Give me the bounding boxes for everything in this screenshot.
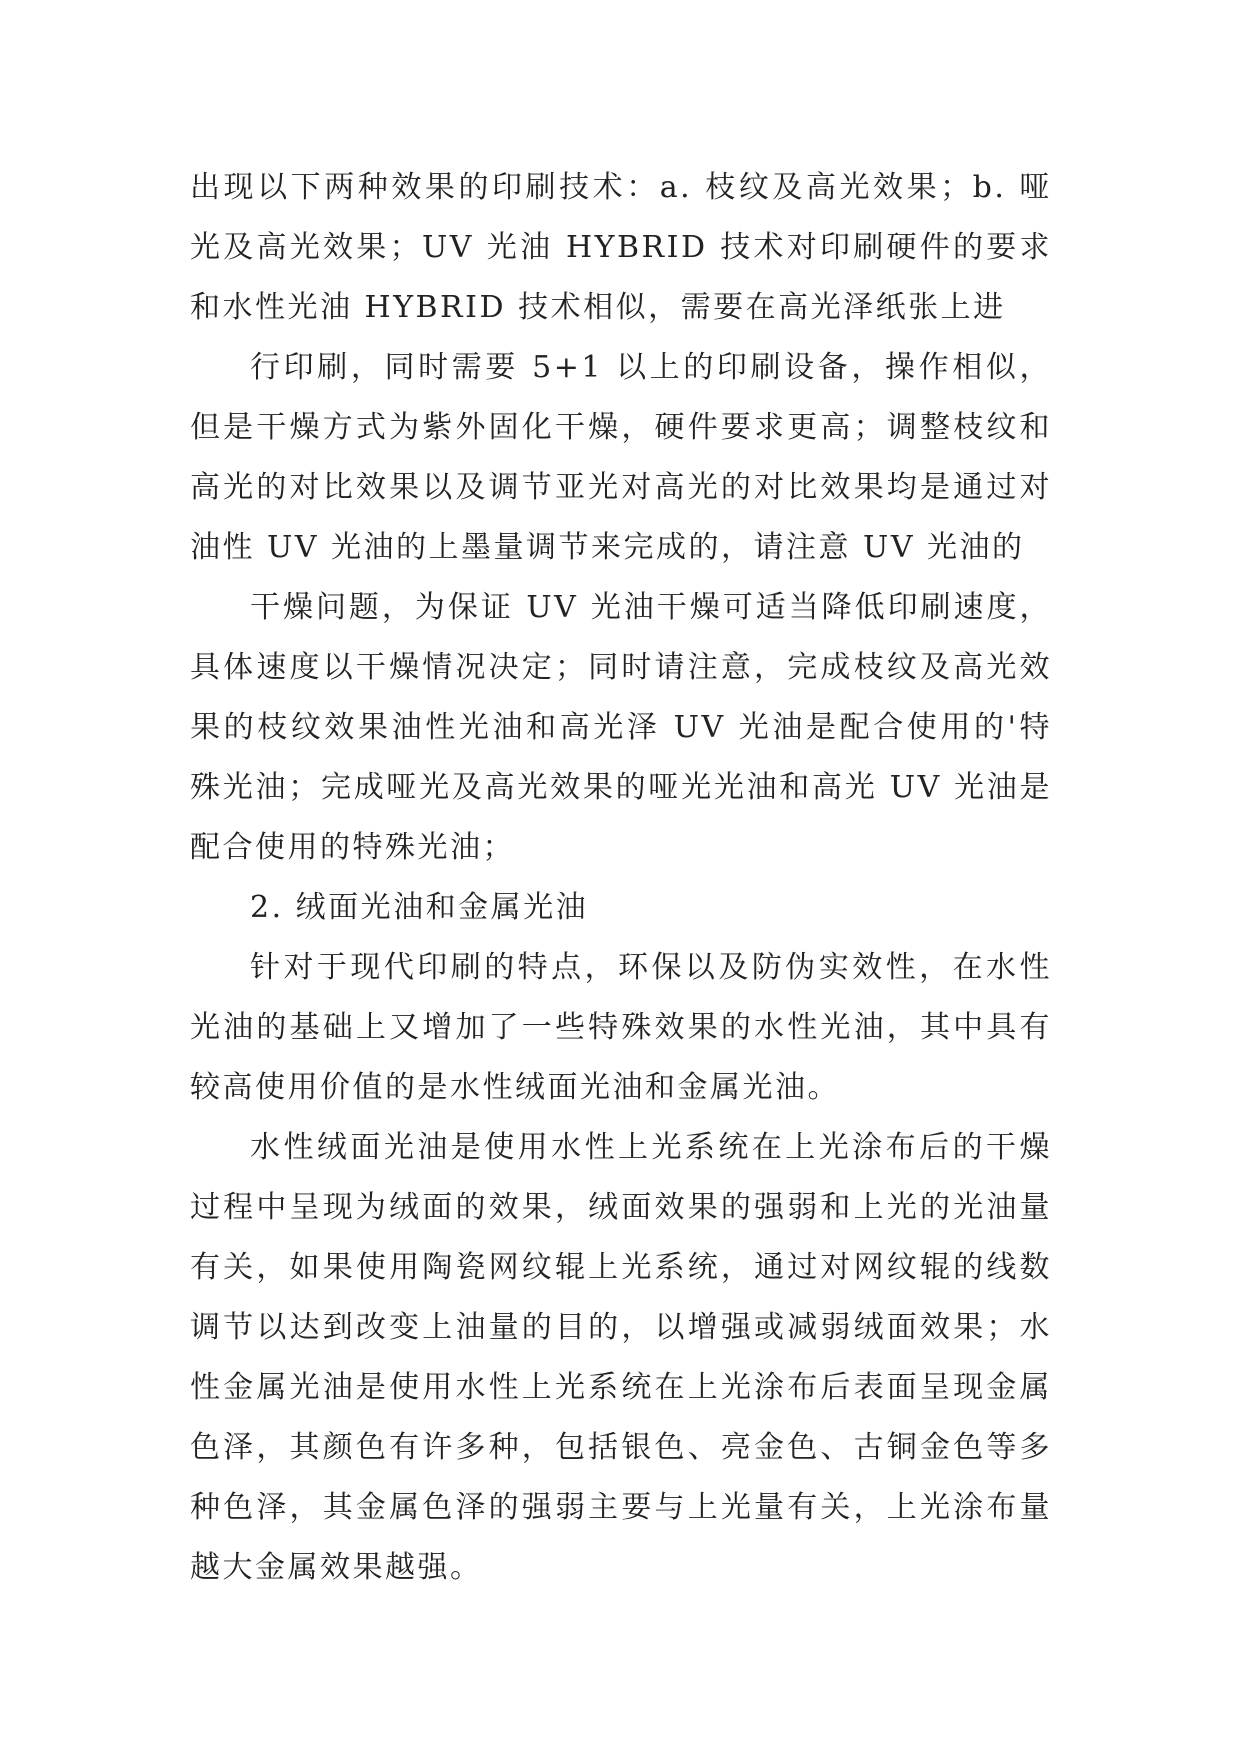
paragraph-2: 行印刷，同时需要 5+1 以上的印刷设备，操作相似，但是干燥方式为紫外固化干燥，硬件要求更高；调整枝纹和高光的对比效果以及调节亚光对高光的对比效果均是通过对油性 UV 光油的上墨量调节来完成的，请注意 UV 光油的 xyxy=(190,350,1052,565)
paragraph-5: 水性绒面光油是使用水性上光系统在上光涂布后的干燥过程中呈现为绒面的效果，绒面效果的强弱和上光的光油量有关，如果使用陶瓷网纹辊上光系统，通过对网纹辊的线数调节以达到改变上油量的目的，以增强或减弱绒面效果；水性金属光油是使用水性上光系统在上光涂布后表面呈现金属色泽，其颜色有许多种，包括银色、亮金色、古铜金色等多种色泽，其金属色泽的强弱主要与上光量有关，上光涂布量越大金属效果越强。 xyxy=(190,1130,1052,1585)
paragraph-4: 针对于现代印刷的特点，环保以及防伪实效性，在水性光油的基础上又增加了一些特殊效果的水性光油，其中具有较高使用价值的是水性绒面光油和金属光油。 xyxy=(190,950,1052,1105)
paragraph-1: 出现以下两种效果的印刷技术：a. 枝纹及高光效果；b. 哑光及高光效果；UV 光油 HYBRID 技术对印刷硬件的要求和水性光油 HYBRID 技术相似，需要在高光泽纸张上进 xyxy=(190,170,1052,325)
paragraph-3: 干燥问题，为保证 UV 光油干燥可适当降低印刷速度，具体速度以干燥情况决定；同时请注意，完成枝纹及高光效果的枝纹效果油性光油和高光泽 UV 光油是配合使用的'特殊光油；完成哑光及高光效果的哑光光油和高光 UV 光油是配合使用的特殊光油； xyxy=(190,590,1052,865)
document-body xyxy=(190,158,1052,1598)
section-heading: 2. 绒面光油和金属光油 xyxy=(250,890,589,925)
